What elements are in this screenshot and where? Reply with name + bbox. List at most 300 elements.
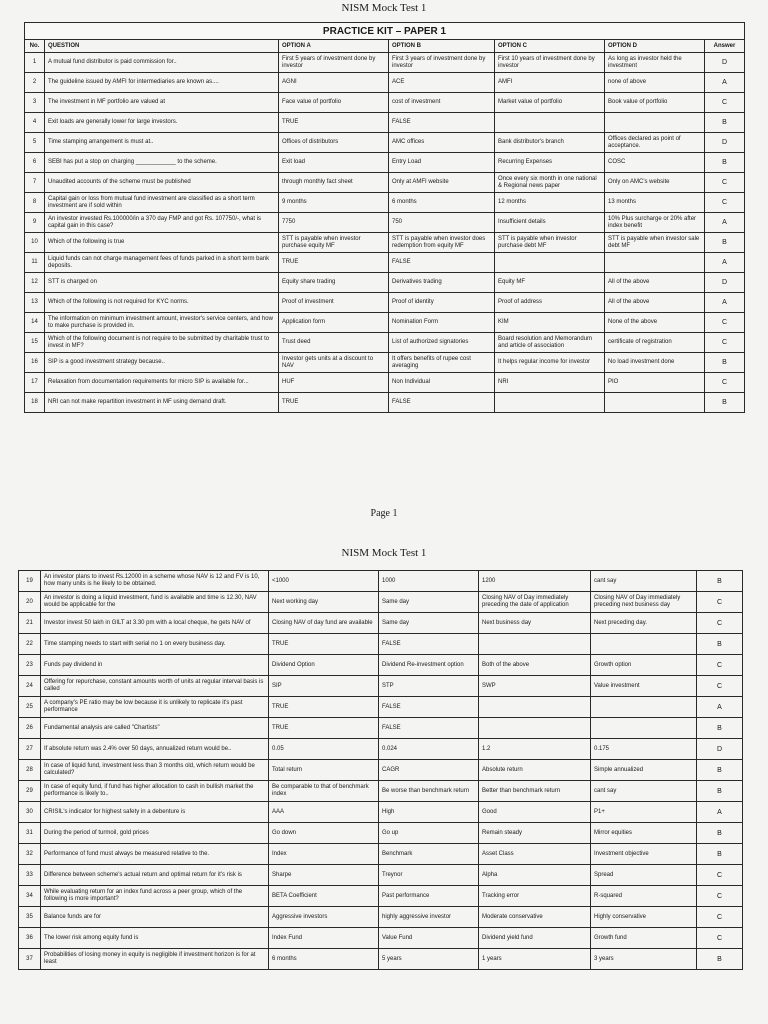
col-header-question: QUESTION <box>45 40 279 53</box>
table-row <box>19 865 743 886</box>
cell-option-d: 10% Plus surcharge or 20% after index benefit <box>605 213 705 233</box>
cell-number: 9 <box>25 213 45 233</box>
cell-question: SEBI has put a stop on charging ____________ to the scheme. <box>45 153 279 173</box>
cell-question: Which of the following is true <box>45 233 279 253</box>
table-body-2 <box>19 571 743 970</box>
cell-option-b: FALSE <box>379 697 479 718</box>
cell-question: NRI can not make repartition investment in MF using demand draft. <box>45 393 279 413</box>
cell-question: The lower risk among equity fund is <box>41 928 269 949</box>
cell-option-d: Growth fund <box>591 928 697 949</box>
col-header-option-d: OPTION D <box>605 40 705 53</box>
cell-option-c <box>495 393 605 413</box>
cell-option-c: Good <box>479 802 591 823</box>
table-body-1 <box>25 53 745 413</box>
col-header-option-c: OPTION C <box>495 40 605 53</box>
cell-number: 18 <box>25 393 45 413</box>
cell-option-d: Investment objective <box>591 844 697 865</box>
cell-option-b: ACE <box>389 73 495 93</box>
table-row <box>19 781 743 802</box>
col-header-no: No. <box>25 40 45 53</box>
cell-option-c: Remain steady <box>479 823 591 844</box>
cell-option-b: AMC offices <box>389 133 495 153</box>
cell-question: Offering for repurchase, constant amounts worth of units at regular interval basis is called <box>41 676 269 697</box>
cell-option-c: Moderate conservative <box>479 907 591 928</box>
cell-answer: A <box>697 697 743 718</box>
cell-number: 11 <box>25 253 45 273</box>
cell-option-c: Recurring Expenses <box>495 153 605 173</box>
table-row <box>25 233 745 253</box>
cell-answer: B <box>697 760 743 781</box>
table-row <box>19 634 743 655</box>
cell-question: Probabilities of losing money in equity is negligible if investment horizon is for at least <box>41 949 269 970</box>
cell-number: 32 <box>19 844 41 865</box>
cell-option-c: It helps regular income for investor <box>495 353 605 373</box>
cell-option-b: FALSE <box>379 718 479 739</box>
table-row <box>19 760 743 781</box>
cell-number: 17 <box>25 373 45 393</box>
cell-option-a: Aggressive investors <box>269 907 379 928</box>
cell-option-a: Proof of investment <box>279 293 389 313</box>
cell-option-a: Trust deed <box>279 333 389 353</box>
table-row <box>25 293 745 313</box>
cell-number: 20 <box>19 592 41 613</box>
cell-option-d: 3 years <box>591 949 697 970</box>
kit-title: PRACTICE KIT – PAPER 1 <box>25 23 745 40</box>
cell-option-c: Equity MF <box>495 273 605 293</box>
cell-option-c: STT is payable when investor purchase debt MF <box>495 233 605 253</box>
cell-option-a: Index <box>269 844 379 865</box>
cell-answer: B <box>697 949 743 970</box>
cell-number: 4 <box>25 113 45 133</box>
table-row <box>25 393 745 413</box>
cell-answer: B <box>705 353 745 373</box>
cell-option-b: FALSE <box>379 634 479 655</box>
cell-number: 30 <box>19 802 41 823</box>
cell-option-b: 5 years <box>379 949 479 970</box>
cell-answer: B <box>705 233 745 253</box>
table-row <box>25 93 745 113</box>
cell-question: In case of equity fund, if fund has higher allocation to cash in bullish market the performance is likely to.. <box>41 781 269 802</box>
cell-option-b: STP <box>379 676 479 697</box>
cell-option-d: Closing NAV of Day immediately preceding next business day <box>591 592 697 613</box>
cell-option-d <box>605 113 705 133</box>
table-row <box>25 173 745 193</box>
cell-option-b: Go up <box>379 823 479 844</box>
table-row <box>25 133 745 153</box>
cell-option-b: 6 months <box>389 193 495 213</box>
table-row <box>19 613 743 634</box>
cell-option-a: Sharpe <box>269 865 379 886</box>
cell-question: Exit loads are generally lower for large investors. <box>45 113 279 133</box>
cell-option-b: STT is payable when investor does redemption from equity MF <box>389 233 495 253</box>
cell-option-b: Non Individual <box>389 373 495 393</box>
cell-option-b: FALSE <box>389 253 495 273</box>
cell-option-a: Index Fund <box>269 928 379 949</box>
cell-option-c: NRI <box>495 373 605 393</box>
table-row <box>19 907 743 928</box>
cell-option-b: Same day <box>379 592 479 613</box>
cell-option-b: cost of investment <box>389 93 495 113</box>
cell-option-c: SWP <box>479 676 591 697</box>
cell-option-b: Dividend Re-investment option <box>379 655 479 676</box>
cell-option-b: It offers benefits of rupee cost averaging <box>389 353 495 373</box>
cell-number: 22 <box>19 634 41 655</box>
cell-option-a: HUF <box>279 373 389 393</box>
col-header-option-b: OPTION B <box>389 40 495 53</box>
cell-question: Relaxation from documentation requirements for micro SIP is available for... <box>45 373 279 393</box>
cell-answer: B <box>705 393 745 413</box>
cell-option-b: Proof of identity <box>389 293 495 313</box>
cell-number: 15 <box>25 333 45 353</box>
cell-question: Investor invest 50 lakh in GILT at 3.30 pm with a local cheque, he gets NAV of <box>41 613 269 634</box>
table-row <box>25 353 745 373</box>
cell-option-a: Dividend Option <box>269 655 379 676</box>
cell-answer: B <box>705 113 745 133</box>
cell-number: 13 <box>25 293 45 313</box>
cell-option-a: Closing NAV of day fund are available <box>269 613 379 634</box>
cell-answer: D <box>705 133 745 153</box>
cell-question: An investor invested Rs.100000/in a 370 day FMP and got Rs. 107750/-, what is capital gain in this case? <box>45 213 279 233</box>
table-row <box>19 592 743 613</box>
cell-question: The investment in MF portfolio are valued at <box>45 93 279 113</box>
table-row <box>19 928 743 949</box>
cell-option-c: Next business day <box>479 613 591 634</box>
cell-option-c <box>495 113 605 133</box>
cell-answer: A <box>705 293 745 313</box>
cell-answer: A <box>705 253 745 273</box>
table-row <box>25 313 745 333</box>
cell-option-c: 1 years <box>479 949 591 970</box>
cell-question: STT is charged on <box>45 273 279 293</box>
cell-option-a: Next working day <box>269 592 379 613</box>
cell-option-a: TRUE <box>279 393 389 413</box>
cell-question: An investor plans to invest Rs.12000 in a scheme whose NAV is 12 and FV is 10, how many units is he likely to be obtained. <box>41 571 269 592</box>
question-table-2 <box>18 570 743 970</box>
cell-answer: C <box>705 93 745 113</box>
cell-option-c: Better than benchmark return <box>479 781 591 802</box>
table-row <box>25 273 745 293</box>
cell-option-c: Insufficient details <box>495 213 605 233</box>
cell-option-b: High <box>379 802 479 823</box>
cell-option-d: No load investment done <box>605 353 705 373</box>
table-row <box>25 213 745 233</box>
cell-option-d: As long as investor held the investment <box>605 53 705 73</box>
table-row <box>25 373 745 393</box>
cell-answer: B <box>697 844 743 865</box>
table-row <box>19 844 743 865</box>
cell-option-c: Proof of address <box>495 293 605 313</box>
cell-answer: C <box>697 655 743 676</box>
cell-option-a: Equity share trading <box>279 273 389 293</box>
cell-option-d: All of the above <box>605 293 705 313</box>
cell-number: 19 <box>19 571 41 592</box>
cell-option-c: Alpha <box>479 865 591 886</box>
cell-answer: C <box>705 173 745 193</box>
cell-option-b: First 3 years of investment done by investor <box>389 53 495 73</box>
cell-option-a: 9 months <box>279 193 389 213</box>
cell-number: 37 <box>19 949 41 970</box>
cell-answer: C <box>705 373 745 393</box>
cell-option-a: TRUE <box>269 697 379 718</box>
cell-question: A mutual fund distributor is paid commission for.. <box>45 53 279 73</box>
cell-option-b: FALSE <box>389 393 495 413</box>
cell-answer: B <box>697 571 743 592</box>
cell-question: Which of the following document is not require to be submitted by charitable trust to invest in MF? <box>45 333 279 353</box>
cell-option-b: Benchmark <box>379 844 479 865</box>
table-row <box>25 153 745 173</box>
cell-number: 3 <box>25 93 45 113</box>
cell-question: Which of the following is not required for KYC norms. <box>45 293 279 313</box>
page-header: NISM Mock Test 1 <box>341 547 427 559</box>
cell-option-a: 6 months <box>269 949 379 970</box>
cell-option-c: Tracking error <box>479 886 591 907</box>
table-row <box>19 571 743 592</box>
cell-question: While evaluating return for an index fund across a peer group, which of the following is more important? <box>41 886 269 907</box>
table-row <box>25 113 745 133</box>
cell-option-d: Growth option <box>591 655 697 676</box>
cell-answer: A <box>705 213 745 233</box>
cell-option-b: FALSE <box>389 113 495 133</box>
cell-number: 24 <box>19 676 41 697</box>
cell-option-b: Entry Load <box>389 153 495 173</box>
cell-answer: A <box>697 802 743 823</box>
cell-option-a: <1000 <box>269 571 379 592</box>
cell-option-c: Bank distributor's branch <box>495 133 605 153</box>
cell-option-a: TRUE <box>269 634 379 655</box>
cell-question: Funds pay dividend in <box>41 655 269 676</box>
cell-option-c: 12 months <box>495 193 605 213</box>
table-row <box>19 739 743 760</box>
cell-option-b: 1000 <box>379 571 479 592</box>
cell-option-d <box>605 253 705 273</box>
cell-option-c: Closing NAV of Day immediately preceding the date of application <box>479 592 591 613</box>
cell-number: 35 <box>19 907 41 928</box>
cell-answer: C <box>705 193 745 213</box>
table-row <box>25 53 745 73</box>
cell-number: 25 <box>19 697 41 718</box>
cell-option-a: Investor gets units at a discount to NAV <box>279 353 389 373</box>
table-row <box>19 718 743 739</box>
cell-option-d: none of above <box>605 73 705 93</box>
cell-number: 36 <box>19 928 41 949</box>
page-2 <box>0 545 768 1024</box>
cell-option-a: through monthly fact sheet <box>279 173 389 193</box>
cell-option-a: TRUE <box>269 718 379 739</box>
cell-option-d: Spread <box>591 865 697 886</box>
cell-option-a: First 5 years of investment done by investor <box>279 53 389 73</box>
cell-option-a: AAA <box>269 802 379 823</box>
cell-option-c <box>479 634 591 655</box>
cell-option-a: 0.05 <box>269 739 379 760</box>
cell-answer: C <box>697 865 743 886</box>
cell-option-d: certificate of registration <box>605 333 705 353</box>
cell-option-a: BETA Coefficient <box>269 886 379 907</box>
cell-option-b: Nomination Form <box>389 313 495 333</box>
cell-option-d: Value investment <box>591 676 697 697</box>
cell-option-d: 13 months <box>605 193 705 213</box>
cell-number: 31 <box>19 823 41 844</box>
cell-option-a: Offices of distributors <box>279 133 389 153</box>
cell-option-a: SIP <box>269 676 379 697</box>
cell-option-b: Past performance <box>379 886 479 907</box>
cell-option-b: Be worse than benchmark return <box>379 781 479 802</box>
cell-question: SIP is a good investment strategy because.. <box>45 353 279 373</box>
cell-question: The guideline issued by AMFI for intermediaries are known as.... <box>45 73 279 93</box>
cell-option-d: Book value of portfolio <box>605 93 705 113</box>
cell-question: Time stamping needs to start with serial no 1 on every business day. <box>41 634 269 655</box>
cell-answer: C <box>705 313 745 333</box>
cell-option-c: Asset Class <box>479 844 591 865</box>
cell-answer: C <box>697 613 743 634</box>
cell-option-c: Both of the above <box>479 655 591 676</box>
cell-number: 34 <box>19 886 41 907</box>
cell-option-b: 750 <box>389 213 495 233</box>
cell-option-a: 7750 <box>279 213 389 233</box>
cell-question: During the period of turmoil, gold prices <box>41 823 269 844</box>
cell-answer: C <box>697 907 743 928</box>
col-header-option-a: OPTION A <box>279 40 389 53</box>
cell-question: An investor is doing a liquid investment, fund is available and time is 12.30, NAV would be applicable for the <box>41 592 269 613</box>
cell-option-a: Application form <box>279 313 389 333</box>
cell-option-d: cant say <box>591 571 697 592</box>
cell-answer: C <box>697 886 743 907</box>
table-row <box>19 949 743 970</box>
cell-option-b: Treynor <box>379 865 479 886</box>
table-row <box>25 253 745 273</box>
cell-number: 16 <box>25 353 45 373</box>
page-header: NISM Mock Test 1 <box>341 2 427 14</box>
cell-option-c: Dividend yield fund <box>479 928 591 949</box>
table-row <box>25 333 745 353</box>
column-header-row <box>25 40 745 53</box>
cell-option-d: Simple annualized <box>591 760 697 781</box>
cell-answer: C <box>697 928 743 949</box>
table-row <box>19 886 743 907</box>
cell-option-a: STT is payable when investor purchase equity MF <box>279 233 389 253</box>
cell-option-d: None of the above <box>605 313 705 333</box>
cell-option-d: Highly conservative <box>591 907 697 928</box>
question-table-1 <box>24 22 745 413</box>
cell-number: 1 <box>25 53 45 73</box>
cell-answer: C <box>697 592 743 613</box>
cell-option-c: First 10 years of investment done by investor <box>495 53 605 73</box>
cell-number: 14 <box>25 313 45 333</box>
cell-option-b: Value Fund <box>379 928 479 949</box>
cell-option-d: cant say <box>591 781 697 802</box>
cell-option-b: highly aggressive investor <box>379 907 479 928</box>
cell-question: Time stamping arrangement is must at.. <box>45 133 279 153</box>
cell-number: 6 <box>25 153 45 173</box>
cell-answer: A <box>705 73 745 93</box>
cell-question: If absolute return was 2.4% over 50 days, annualized return would be.. <box>41 739 269 760</box>
cell-answer: C <box>697 676 743 697</box>
cell-option-c <box>479 718 591 739</box>
cell-option-d: Offices declared as point of acceptance. <box>605 133 705 153</box>
cell-option-a: Face value of portfolio <box>279 93 389 113</box>
cell-option-b: Derivatives trading <box>389 273 495 293</box>
cell-question: Balance funds are for <box>41 907 269 928</box>
cell-question: In case of liquid fund, investment less than 3 months old, which return would be calculated? <box>41 760 269 781</box>
cell-number: 2 <box>25 73 45 93</box>
table-row <box>19 802 743 823</box>
cell-option-d: 0.175 <box>591 739 697 760</box>
cell-number: 8 <box>25 193 45 213</box>
table-row <box>19 676 743 697</box>
table-row <box>19 697 743 718</box>
cell-option-c: Absolute return <box>479 760 591 781</box>
cell-option-a: Exit load <box>279 153 389 173</box>
cell-option-b: Same day <box>379 613 479 634</box>
cell-question: Capital gain or loss from mutual fund investment are classified as a short term investment are if sold within <box>45 193 279 213</box>
cell-option-d <box>591 718 697 739</box>
cell-number: 7 <box>25 173 45 193</box>
cell-option-d <box>591 697 697 718</box>
cell-answer: C <box>705 333 745 353</box>
cell-option-a: TRUE <box>279 253 389 273</box>
cell-number: 12 <box>25 273 45 293</box>
cell-answer: B <box>705 153 745 173</box>
cell-number: 29 <box>19 781 41 802</box>
cell-option-c: Once every six month in one national & Regional news paper <box>495 173 605 193</box>
cell-answer: D <box>697 739 743 760</box>
table-row <box>25 193 745 213</box>
cell-option-c: Market value of portfolio <box>495 93 605 113</box>
cell-option-d: Next preceding day. <box>591 613 697 634</box>
cell-option-d: PIO <box>605 373 705 393</box>
cell-option-c: KIM <box>495 313 605 333</box>
cell-option-b: Only at AMFI website <box>389 173 495 193</box>
cell-option-a: TRUE <box>279 113 389 133</box>
cell-number: 5 <box>25 133 45 153</box>
cell-option-c <box>479 697 591 718</box>
table-row <box>19 655 743 676</box>
cell-answer: D <box>705 53 745 73</box>
table-row <box>25 73 745 93</box>
cell-option-d: STT is payable when investor sale debt MF <box>605 233 705 253</box>
cell-answer: D <box>705 273 745 293</box>
cell-question: Difference between scheme's actual return and optimal return for it's risk is <box>41 865 269 886</box>
cell-answer: B <box>697 718 743 739</box>
cell-answer: B <box>697 781 743 802</box>
cell-number: 21 <box>19 613 41 634</box>
cell-option-b: 0.024 <box>379 739 479 760</box>
cell-answer: B <box>697 634 743 655</box>
cell-option-d: COSC <box>605 153 705 173</box>
cell-question: Liquid funds can not charge management fees of funds parked in a short term bank deposits. <box>45 253 279 273</box>
cell-question: Performance of fund must always be measured relative to the. <box>41 844 269 865</box>
cell-number: 23 <box>19 655 41 676</box>
cell-option-a: Be comparable to that of benchmark index <box>269 781 379 802</box>
cell-answer: B <box>697 823 743 844</box>
cell-option-c: 1.2 <box>479 739 591 760</box>
cell-number: 33 <box>19 865 41 886</box>
cell-question: A company's PE ratio may be low because it is unlikely to replicate it's past performance <box>41 697 269 718</box>
cell-option-b: CAGR <box>379 760 479 781</box>
cell-number: 28 <box>19 760 41 781</box>
cell-option-d: All of the above <box>605 273 705 293</box>
cell-option-d: R-squared <box>591 886 697 907</box>
cell-option-d <box>605 393 705 413</box>
cell-option-a: Go down <box>269 823 379 844</box>
cell-option-a: Total return <box>269 760 379 781</box>
cell-question: The information on minimum investment amount, investor's service centers, and how to make purchase is provided in. <box>45 313 279 333</box>
cell-question: CRISIL's indicator for highest safety in a debenture is <box>41 802 269 823</box>
page-footer: Page 1 <box>370 508 398 519</box>
cell-option-d: P1+ <box>591 802 697 823</box>
cell-number: 10 <box>25 233 45 253</box>
cell-question: Fundamental analysis are called "Chartists" <box>41 718 269 739</box>
cell-option-c <box>495 253 605 273</box>
